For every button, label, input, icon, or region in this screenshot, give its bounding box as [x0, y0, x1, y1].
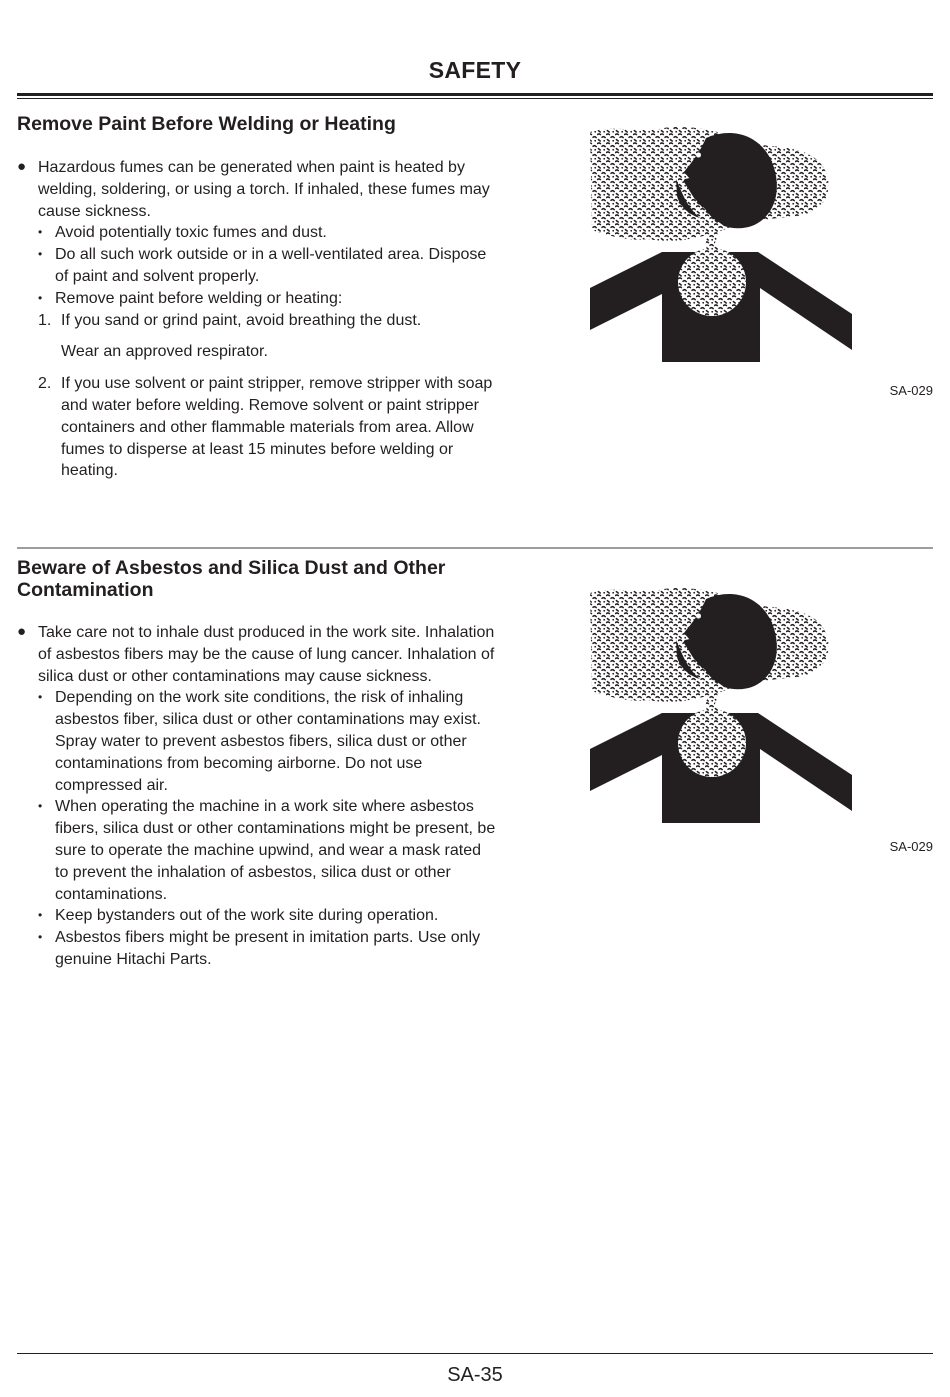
inhalation-hazard-icon [588, 124, 856, 364]
sub-bullet-icon: • [38, 225, 43, 240]
sub-bullet-icon: • [38, 908, 43, 923]
footer-rule [17, 1353, 933, 1354]
list-item: • Keep bystanders out of the work site during operation. [17, 905, 497, 927]
section1-heading: Remove Paint Before Welding or Heating [17, 113, 396, 135]
bullet-text: Hazardous fumes can be generated when paint is heated by welding, soldering, or using a torch. If inhaled, these fumes may cause sickness. [38, 159, 490, 220]
sub-bullet-icon: • [38, 799, 43, 814]
list-item: • Remove paint before welding or heating: [17, 288, 497, 310]
sub-bullet-icon: • [38, 690, 43, 705]
section2-heading: Beware of Asbestos and Silica Dust and Other Contamination [17, 557, 446, 601]
list-item: • When operating the machine in a work site where asbestos fibers, silica dust or other contaminations might be present, be sure to operate the machine upwind, and wear a mask rated to prevent the inhalation of asbestos, silica dust or other contaminations. [38, 798, 496, 903]
figure-label: SA-029 [889, 383, 933, 398]
list-item: • Do all such work outside or in a well-ventilated area. Dispose of paint and solvent properly. [38, 246, 487, 285]
numbered-item: 2. If you use solvent or paint stripper, remove stripper with soap and water before welding. Remove solvent or paint stripper containers and other flammable materials from area. Allow fumes to disperse at least 15 minutes before welding or heating. [38, 375, 493, 480]
list-item: • Avoid potentially toxic fumes and dust. [17, 222, 497, 244]
bullet-icon: ● [17, 623, 27, 640]
header-rule-thick [17, 93, 933, 96]
sub-bullet-icon: • [38, 247, 43, 262]
list-item: • Depending on the work site conditions, the risk of inhaling asbestos fiber, silica dust or other contaminations may exist. Spray water to prevent asbestos fibers, silica dust or other contaminations from becoming airborne. Do not use compressed air. [38, 689, 481, 794]
numbered-item: Wear an approved respirator. [61, 343, 268, 361]
step-number: 2. [38, 375, 52, 393]
inhalation-hazard-icon [588, 585, 856, 825]
bullet-icon: ● [17, 158, 27, 175]
sub-bullet-icon: • [38, 930, 43, 945]
header-rule-thin [17, 98, 933, 99]
figure-label: SA-029 [889, 839, 933, 854]
page-title: SAFETY [428, 57, 522, 83]
bullet-text: Take care not to inhale dust produced in the work site. Inhalation of asbestos fibers may be the cause of lung cancer. Inhalation of silica dust or other contaminations may cause sickness. [38, 624, 495, 685]
list-item: • Asbestos fibers might be present in imitation parts. Use only genuine Hitachi Parts. [38, 929, 481, 968]
section-divider [17, 547, 933, 549]
section1-body [17, 157, 497, 482]
section2-bullet [17, 622, 497, 687]
section1-bullet [17, 157, 497, 222]
section2-body [17, 622, 497, 971]
step-number: 1. [38, 311, 52, 329]
numbered-item: 1. If you sand or grind paint, avoid breathing the dust. [17, 310, 497, 332]
page-number: SA-35 [447, 1364, 503, 1386]
sub-bullet-icon: • [38, 290, 43, 305]
